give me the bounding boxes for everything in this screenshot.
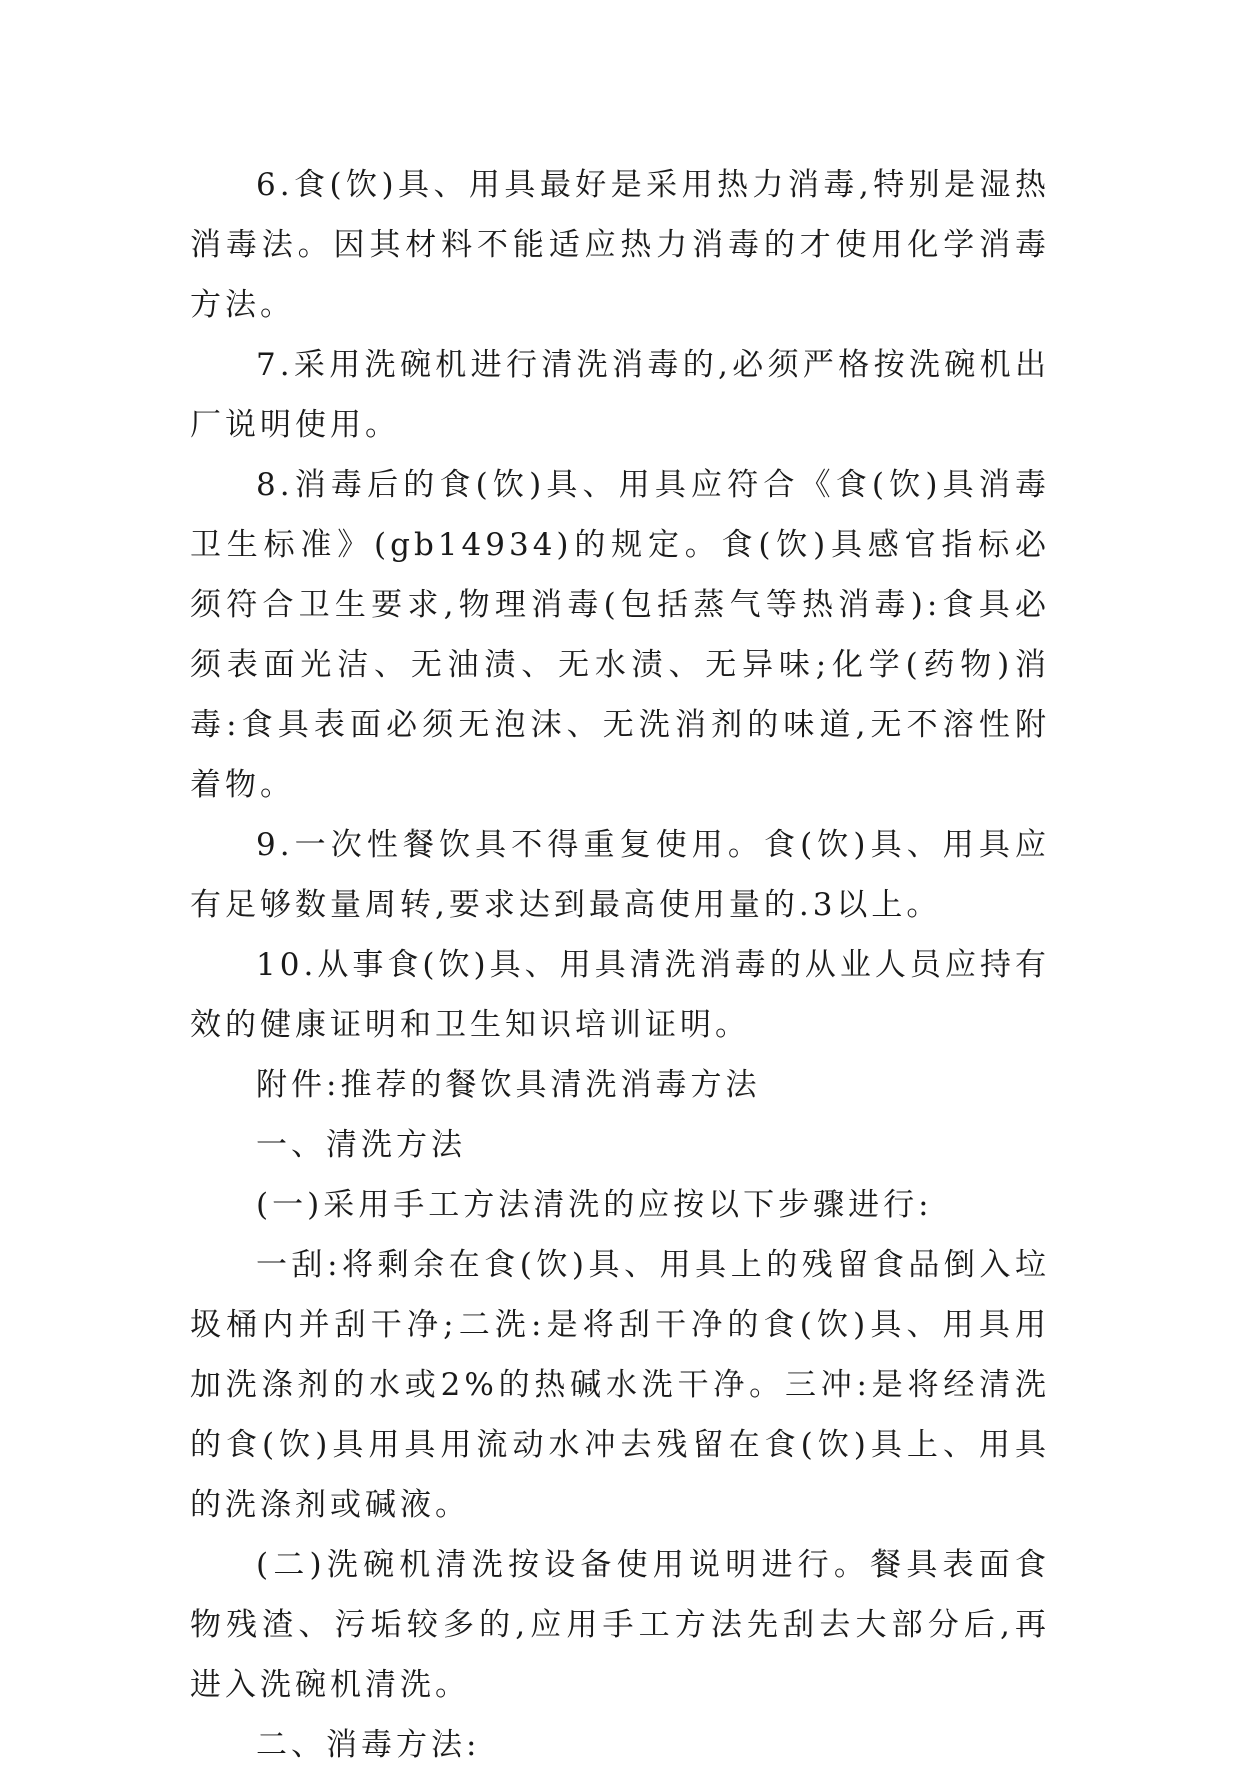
attachment-title: 附件:推荐的餐饮具清洗消毒方法 <box>256 1067 761 1103</box>
section-heading-cleaning: 一、清洗方法 <box>256 1127 466 1163</box>
paragraph-item-8: 8.消毒后的食(饮)具、用具应符合《食(饮)具消毒卫生标准》(gb14934)的规定。食(饮)具感官指标必须符合卫生要求,物理消毒(包括蒸气等热消毒):食具必须表面光洁、无油渍、无水渍、无异味;化学(药物)消毒:食具表面必须无泡沫、无洗消剂的味道,无不溶性附着物。 <box>190 467 1050 803</box>
section-heading-disinfection: 二、消毒方法: <box>256 1727 481 1763</box>
dishwasher-paragraph: (二)洗碗机清洗按设备使用说明进行。餐具表面食物残渣、污垢较多的,应用手工方法先刮去大部分后,再进入洗碗机清洗。 <box>190 1547 1050 1703</box>
manual-steps-paragraph: 一刮:将剩余在食(饮)具、用具上的残留食品倒入垃圾桶内并刮干净;二洗:是将刮干净的食(饮)具、用具用加洗涤剂的水或2%的热碱水洗干净。三冲:是将经清洗的食(饮)具用具用流动水冲去残留在食(饮)具上、用具的洗涤剂或碱液。 <box>190 1247 1050 1523</box>
paragraph-item-10: 10.从事食(饮)具、用具清洗消毒的从业人员应持有效的健康证明和卫生知识培训证明。 <box>190 947 1050 1043</box>
document-page <box>190 155 1050 1775</box>
subsection-heading-manual: (一)采用手工方法清洗的应按以下步骤进行: <box>256 1187 933 1223</box>
paragraph-item-6: 6.食(饮)具、用具最好是采用热力消毒,特别是湿热消毒法。因其材料不能适应热力消毒的才使用化学消毒方法。 <box>190 167 1050 323</box>
paragraph-item-9: 9.一次性餐饮具不得重复使用。食(饮)具、用具应有足够数量周转,要求达到最高使用量的.3以上。 <box>190 827 1050 923</box>
paragraph-item-7: 7.采用洗碗机进行清洗消毒的,必须严格按洗碗机出厂说明使用。 <box>190 347 1050 443</box>
